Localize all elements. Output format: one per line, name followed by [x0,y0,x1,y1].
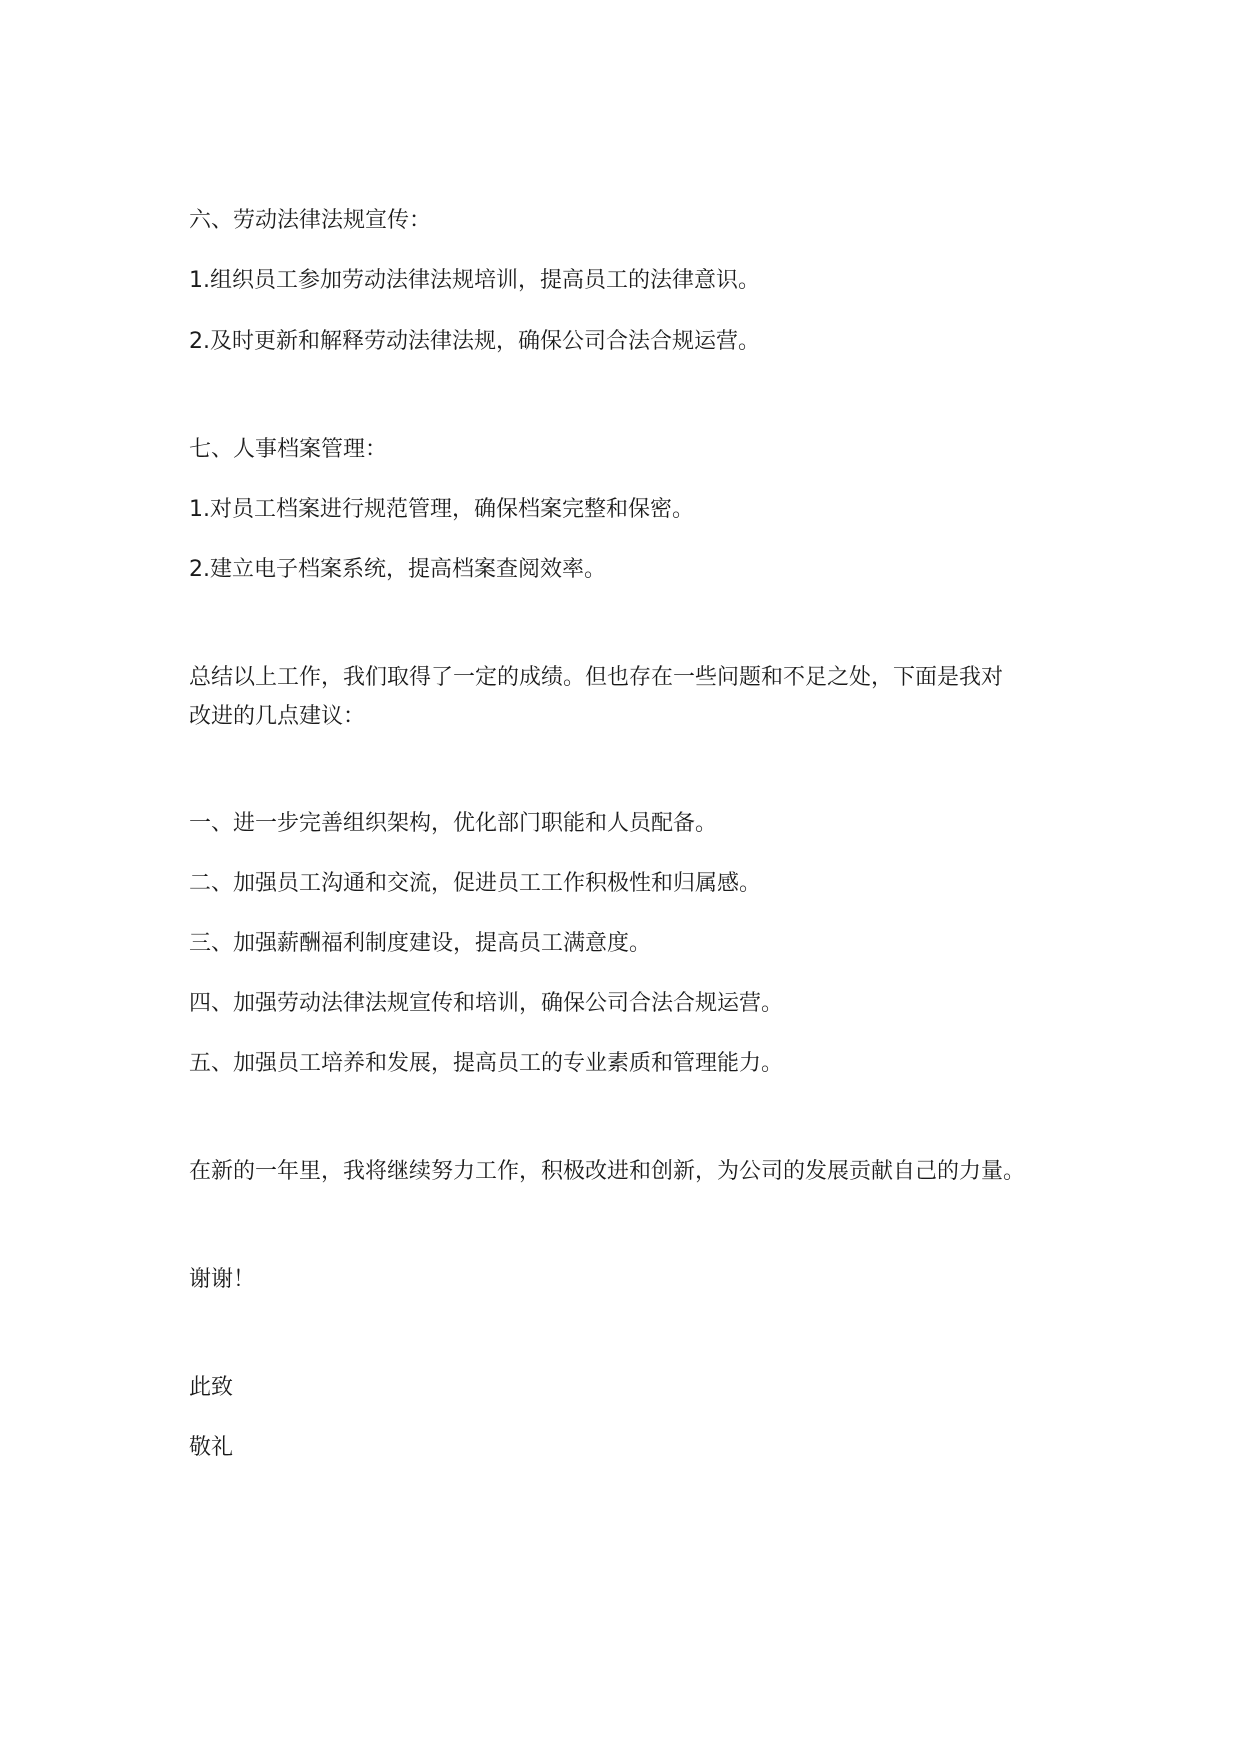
suggestion-5: 五、加强员工培养和发展，提高员工的专业素质和管理能力。 [189,1051,784,1076]
section7-heading: 七、人事档案管理： [189,437,388,462]
suggestion-1: 一、进一步完善组织架构，优化部门职能和人员配备。 [189,811,718,836]
section6-item-2: 2.及时更新和解释劳动法律法规，确保公司合法合规运营。 [189,329,760,354]
closing-salutation-1: 此致 [189,1375,234,1400]
section6-heading: 六、劳动法律法规宣传： [189,208,432,233]
section7-item-1: 1.对员工档案进行规范管理，确保档案完整和保密。 [189,497,694,522]
closing-thanks: 谢谢！ [189,1267,256,1292]
section7-item-2: 2.建立电子档案系统，提高档案查阅效率。 [189,557,606,582]
closing-salutation-2: 敬礼 [189,1435,234,1460]
section6-item-1: 1.组织员工参加劳动法律法规培训，提高员工的法律意识。 [189,268,760,293]
suggestion-2: 二、加强员工沟通和交流，促进员工工作积极性和归属感。 [189,871,762,896]
summary-line-1: 总结以上工作，我们取得了一定的成绩。但也存在一些问题和不足之处，下面是我对 [189,665,1004,690]
closing-statement: 在新的一年里，我将继续努力工作，积极改进和创新，为公司的发展贡献自己的力量。 [189,1159,1026,1184]
summary-line-2: 改进的几点建议： [189,704,366,729]
suggestion-3: 三、加强薪酬福利制度建设，提高员工满意度。 [189,931,652,956]
suggestion-4: 四、加强劳动法律法规宣传和培训，确保公司合法合规运营。 [189,991,784,1016]
